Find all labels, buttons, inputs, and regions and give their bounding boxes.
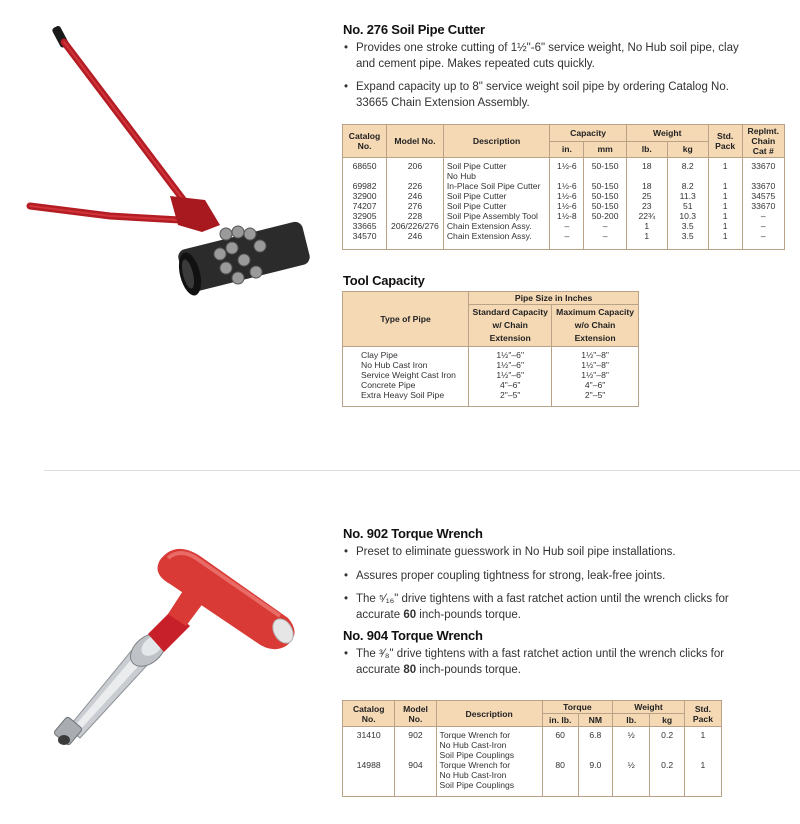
table-cell: 3.5 xyxy=(667,221,708,231)
table-cell: 1½"–6" xyxy=(469,360,552,370)
col-model: Model No. xyxy=(395,701,436,727)
table-cell: 1½-6 xyxy=(550,201,584,211)
table-cell: Clay Pipe xyxy=(343,347,469,361)
table-row xyxy=(343,727,722,761)
table-cell: 33670 xyxy=(742,201,784,211)
table-cell: 4"–6" xyxy=(469,380,552,390)
bullet-item: • Provides one stroke cutting of 1½"-6" service weight, No Hub soil pipe, clay and cement pipe. Makes repeated cuts quickly. xyxy=(343,41,743,72)
table-cell: ½ xyxy=(613,760,650,790)
table-cell: 276 xyxy=(387,201,444,211)
table-cell: 18 xyxy=(626,181,667,191)
table-cell xyxy=(650,790,684,797)
table-cell: 206 xyxy=(387,158,444,182)
torque-wrench-table xyxy=(342,700,722,797)
table-cell: 22¾ xyxy=(626,211,667,221)
table-cell xyxy=(578,790,612,797)
tool-capacity-title: Tool Capacity xyxy=(343,273,425,288)
description-line: Soil Pipe Cutter xyxy=(446,161,507,171)
table-cell: 69982 xyxy=(343,181,387,191)
table-cell xyxy=(584,241,626,250)
col-replmt-chain: Replmt. Chain Cat # xyxy=(742,125,784,158)
table-cell: 60 xyxy=(542,727,578,761)
description-line: Soil Pipe Couplings xyxy=(439,750,515,760)
table-cell: 1½"–8" xyxy=(552,370,639,380)
table-cell: 2"–5" xyxy=(469,390,552,400)
table-cell: 50-150 xyxy=(584,158,626,182)
bullet-item: • Assures proper coupling tightness for strong, leak-free joints. xyxy=(343,569,743,585)
table-row xyxy=(343,790,722,797)
description-line: In-Place Soil Pipe Cutter xyxy=(446,181,541,191)
table-cell xyxy=(443,181,549,191)
table-row xyxy=(343,347,639,361)
table-cell xyxy=(742,241,784,250)
table-cell: 0.2 xyxy=(650,727,684,761)
table-cell: 33670 xyxy=(742,158,784,182)
table-cell: 50-150 xyxy=(584,191,626,201)
bullet-item: • The ⁵⁄₁₆" drive tightens with a fast ratchet action until the wrench clicks for accurate 60 inch-pounds torque. xyxy=(343,592,743,623)
table-cell: 74207 xyxy=(343,201,387,211)
col-lb: lb. xyxy=(613,714,650,727)
col-capacity: Capacity xyxy=(550,125,627,142)
table-cell: 23 xyxy=(626,201,667,211)
table-cell: 0.2 xyxy=(650,760,684,790)
table-cell: No Hub Cast Iron xyxy=(343,360,469,370)
table-cell: 1½"–6" xyxy=(469,370,552,380)
table-cell: Extra Heavy Soil Pipe xyxy=(343,390,469,400)
col-catalog: Catalog No. xyxy=(343,701,395,727)
table-cell: 1 xyxy=(708,191,742,201)
table-cell: 51 xyxy=(667,201,708,211)
description-line: No Hub Cast-Iron xyxy=(439,740,507,750)
table-cell: 226 xyxy=(387,181,444,191)
col-in-lb: in. lb. xyxy=(542,714,578,727)
torque-wrench-904-title: No. 904 Torque Wrench xyxy=(343,628,483,643)
table-row xyxy=(343,241,785,250)
table-row xyxy=(343,380,639,390)
table-cell xyxy=(613,790,650,797)
col-weight: Weight xyxy=(626,125,708,142)
table-cell xyxy=(708,241,742,250)
table-cell: 10.3 xyxy=(667,211,708,221)
col-std-pack: Std. Pack xyxy=(684,701,721,727)
col-kg: kg xyxy=(667,141,708,158)
table-row xyxy=(343,201,785,211)
table-cell xyxy=(343,790,395,797)
table-cell xyxy=(343,400,469,407)
col-catalog: Catalog No. xyxy=(343,125,387,158)
table-cell xyxy=(343,241,387,250)
table-cell: 1½-6 xyxy=(550,191,584,201)
table-cell xyxy=(436,760,542,790)
table-cell: 1 xyxy=(684,727,721,761)
table-cell xyxy=(667,241,708,250)
torque-wrench-902-bullets xyxy=(343,545,743,631)
table-cell: 31410 xyxy=(343,727,395,761)
table-cell: 80 xyxy=(542,760,578,790)
table-cell: – xyxy=(742,211,784,221)
table-cell xyxy=(443,158,549,182)
table-cell: 50-150 xyxy=(584,201,626,211)
table-cell: 4"–6" xyxy=(552,380,639,390)
table-cell: 1½-8 xyxy=(550,211,584,221)
soil-pipe-cutter-bullets xyxy=(343,41,743,119)
table-cell: 1 xyxy=(708,211,742,221)
table-cell xyxy=(395,790,436,797)
table-cell: 1 xyxy=(626,221,667,231)
table-cell: 1 xyxy=(626,231,667,241)
table-row xyxy=(343,191,785,201)
soil-pipe-cutter-table xyxy=(342,124,785,250)
soil-pipe-cutter-title: No. 276 Soil Pipe Cutter xyxy=(343,22,485,37)
table-cell: – xyxy=(742,231,784,241)
bullet-item: • Preset to eliminate guesswork in No Hub soil pipe installations. xyxy=(343,545,743,561)
col-kg: kg xyxy=(650,714,684,727)
table-cell: Concrete Pipe xyxy=(343,380,469,390)
table-cell xyxy=(550,241,584,250)
table-cell: 2"–5" xyxy=(552,390,639,400)
col-description: Description xyxy=(443,125,549,158)
table-cell: 6.8 xyxy=(578,727,612,761)
description-line: No Hub Cast-Iron xyxy=(439,770,507,780)
table-cell xyxy=(443,221,549,231)
description-line: Soil Pipe Cutter xyxy=(446,201,507,211)
table-cell xyxy=(443,211,549,221)
table-cell: 246 xyxy=(387,191,444,201)
table-row xyxy=(343,360,639,370)
table-row xyxy=(343,760,722,790)
table-cell: Service Weight Cast Iron xyxy=(343,370,469,380)
table-cell xyxy=(443,241,549,250)
description-line: Torque Wrench for xyxy=(439,730,511,740)
table-cell: 11.3 xyxy=(667,191,708,201)
table-cell: 14988 xyxy=(343,760,395,790)
table-cell: 1 xyxy=(708,201,742,211)
table-cell: 1 xyxy=(708,158,742,182)
col-in: in. xyxy=(550,141,584,158)
table-row xyxy=(343,390,639,400)
description-line: Chain Extension Assy. xyxy=(446,221,532,231)
bullet-item: • Expand capacity up to 8" service weight soil pipe by ordering Catalog No. 33665 Chain Extension Assembly. xyxy=(343,80,743,111)
table-row xyxy=(343,231,785,241)
table-row xyxy=(343,370,639,380)
col-description: Description xyxy=(436,701,542,727)
table-cell xyxy=(684,790,721,797)
col-torque: Torque xyxy=(542,701,612,714)
table-cell xyxy=(552,400,639,407)
table-cell: 1½"–8" xyxy=(552,347,639,361)
description-line: No Hub xyxy=(446,171,476,181)
table-cell xyxy=(443,231,549,241)
torque-wrench-image xyxy=(40,530,300,760)
table-cell: 68650 xyxy=(343,158,387,182)
description-line: Chain Extension Assy. xyxy=(446,231,532,241)
table-cell xyxy=(387,241,444,250)
table-cell: ½ xyxy=(613,727,650,761)
col-model: Model No. xyxy=(387,125,444,158)
table-cell: 32900 xyxy=(343,191,387,201)
col-type-of-pipe: Type of Pipe xyxy=(343,292,469,347)
table-cell: 33665 xyxy=(343,221,387,231)
table-cell xyxy=(626,241,667,250)
col-weight: Weight xyxy=(613,701,685,714)
table-cell: 904 xyxy=(395,760,436,790)
table-cell: 246 xyxy=(387,231,444,241)
description-line: Torque Wrench for xyxy=(439,760,511,770)
table-cell: 1½"–8" xyxy=(552,360,639,370)
col-pipe-size-group: Pipe Size in Inches xyxy=(469,292,639,305)
col-nm: NM xyxy=(578,714,612,727)
bullet-item: • The ³⁄₈" drive tightens with a fast ratchet action until the wrench clicks for accurate 80 inch-pounds torque. xyxy=(343,647,743,678)
table-cell: 1½-6 xyxy=(550,158,584,182)
table-cell: – xyxy=(584,231,626,241)
table-cell xyxy=(469,400,552,407)
table-cell: 18 xyxy=(626,158,667,182)
table-cell: 8.2 xyxy=(667,181,708,191)
table-cell: 34575 xyxy=(742,191,784,201)
table-cell: – xyxy=(550,221,584,231)
table-cell: 1½-6 xyxy=(550,181,584,191)
table-row xyxy=(343,400,639,407)
table-cell: 25 xyxy=(626,191,667,201)
description-line: Soil Pipe Cutter xyxy=(446,191,507,201)
table-cell: 50-200 xyxy=(584,211,626,221)
table-cell: 33670 xyxy=(742,181,784,191)
table-cell xyxy=(443,201,549,211)
table-cell: 1 xyxy=(708,221,742,231)
table-row xyxy=(343,221,785,231)
col-std-pack: Std. Pack xyxy=(708,125,742,158)
table-cell: 34570 xyxy=(343,231,387,241)
table-cell: 32905 xyxy=(343,211,387,221)
table-cell: 228 xyxy=(387,211,444,221)
table-cell: 9.0 xyxy=(578,760,612,790)
table-cell: 1½"–6" xyxy=(469,347,552,361)
section-divider xyxy=(44,470,800,471)
table-cell: 206/226/276 xyxy=(387,221,444,231)
col-lb: lb. xyxy=(626,141,667,158)
soil-pipe-cutter-image xyxy=(20,20,320,300)
table-cell xyxy=(436,727,542,761)
tool-capacity-table xyxy=(342,291,639,407)
table-cell: – xyxy=(584,221,626,231)
table-cell: 50-150 xyxy=(584,181,626,191)
table-cell: 1 xyxy=(708,231,742,241)
table-cell: 8.2 xyxy=(667,158,708,182)
table-row xyxy=(343,158,785,182)
table-row xyxy=(343,181,785,191)
table-cell xyxy=(436,790,542,797)
col-mm: mm xyxy=(584,141,626,158)
table-cell: – xyxy=(550,231,584,241)
torque-wrench-902-title: No. 902 Torque Wrench xyxy=(343,526,483,541)
description-line: Soil Pipe Assembly Tool xyxy=(446,211,538,221)
table-cell: 3.5 xyxy=(667,231,708,241)
table-cell xyxy=(443,191,549,201)
table-cell: 1 xyxy=(684,760,721,790)
table-cell: 1 xyxy=(708,181,742,191)
table-cell xyxy=(542,790,578,797)
torque-wrench-904-bullets xyxy=(343,647,743,686)
table-cell: 902 xyxy=(395,727,436,761)
table-cell: – xyxy=(742,221,784,231)
col-standard: Standard Capacity w/ Chain Extension xyxy=(469,305,552,347)
table-row xyxy=(343,211,785,221)
col-maximum: Maximum Capacity w/o Chain Extension xyxy=(552,305,639,347)
description-line: Soil Pipe Couplings xyxy=(439,780,515,790)
